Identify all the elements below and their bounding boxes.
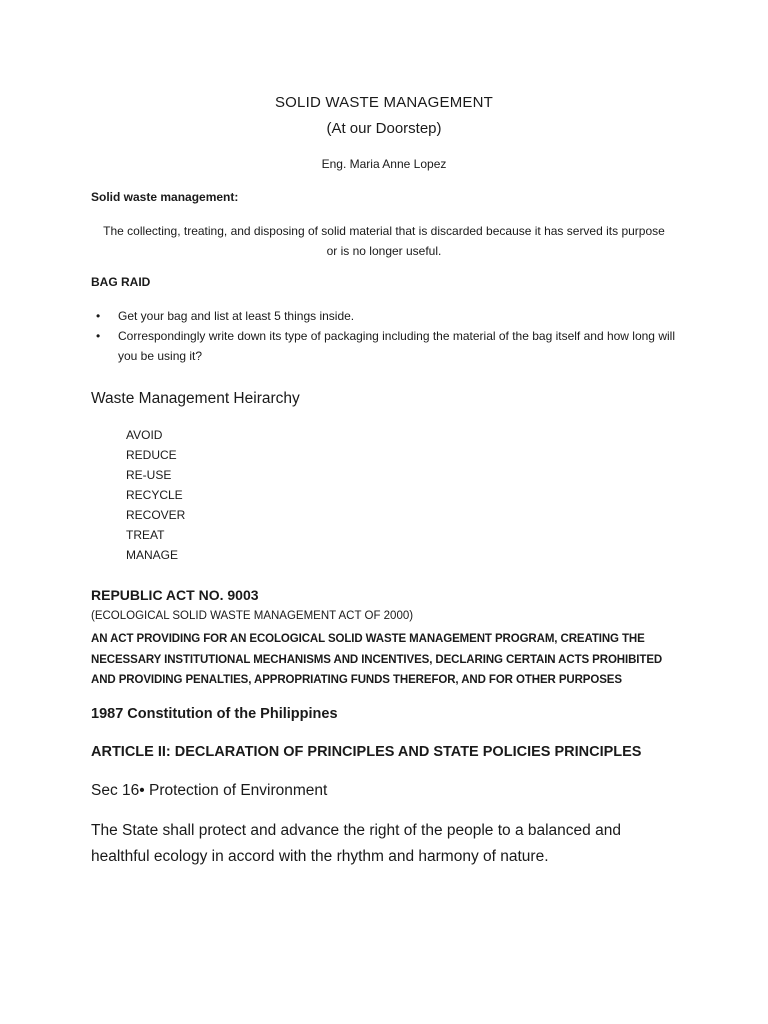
state-policy-text	[91, 818, 691, 870]
republic-act-body	[91, 629, 681, 691]
section-title: Sec 16• Protection of Environment	[91, 782, 328, 799]
list-item: TREAT	[126, 528, 165, 542]
list-item: RECOVER	[126, 508, 186, 522]
document-title: SOLID WASTE MANAGEMENT	[274, 94, 494, 111]
hierarchy-heading: Waste Management Heirarchy	[91, 390, 300, 407]
republic-act-line: AN ACT PROVIDING FOR AN ECOLOGICAL SOLID WASTE MANAGEMENT PROGRAM, CREATING THE	[91, 633, 645, 645]
list-item: RECYCLE	[126, 488, 183, 502]
constitution-title: 1987 Constitution of the Philippines	[91, 706, 338, 722]
list-item-text: Get your bag and list at least 5 things inside.	[118, 309, 355, 323]
state-policy-line: healthful ecology in accord with the rhythm and harmony of nature.	[91, 848, 549, 865]
list-item: RE-USE	[126, 468, 172, 482]
republic-act-line: AND PROVIDING PENALTIES, APPROPRIATING FUNDS THEREFOR, AND FOR OTHER PURPOSES	[91, 674, 622, 686]
bullet-icon: •	[96, 309, 101, 323]
list-item	[91, 326, 691, 366]
state-policy-line: The State shall protect and advance the right of the people to a balanced and	[91, 822, 621, 839]
bag-raid-bullet-list	[91, 306, 691, 366]
list-item: REDUCE	[126, 448, 177, 462]
bag-raid-label: BAG RAID	[91, 275, 151, 289]
bullet-icon: •	[96, 329, 101, 343]
article-title: ARTICLE II: DECLARATION OF PRINCIPLES AND STATE POLICIES PRINCIPLES	[91, 744, 642, 760]
list-item-text: Correspondingly write down its type of packaging including the material of the bag itself and how long will you be using it?	[118, 329, 675, 363]
definition-label: Solid waste management:	[91, 190, 239, 204]
document-subtitle: (At our Doorstep)	[326, 120, 442, 137]
list-item: AVOID	[126, 428, 163, 442]
republic-act-line: NECESSARY INSTITUTIONAL MECHANISMS AND INCENTIVES, DECLARING CERTAIN ACTS PROHIBITED	[91, 653, 663, 666]
list-item	[91, 306, 691, 326]
republic-act-title: REPUBLIC ACT NO. 9003	[91, 587, 259, 603]
republic-act-subtitle: (ECOLOGICAL SOLID WASTE MANAGEMENT ACT OF 2000)	[91, 610, 414, 622]
author-name: Eng. Maria Anne Lopez	[321, 157, 447, 171]
list-item: MANAGE	[126, 548, 179, 562]
hierarchy-list	[126, 425, 185, 565]
definition-text: The collecting, treating, and disposing of solid material that is discarded because it has served its purpose or is no longer useful.	[103, 224, 665, 258]
